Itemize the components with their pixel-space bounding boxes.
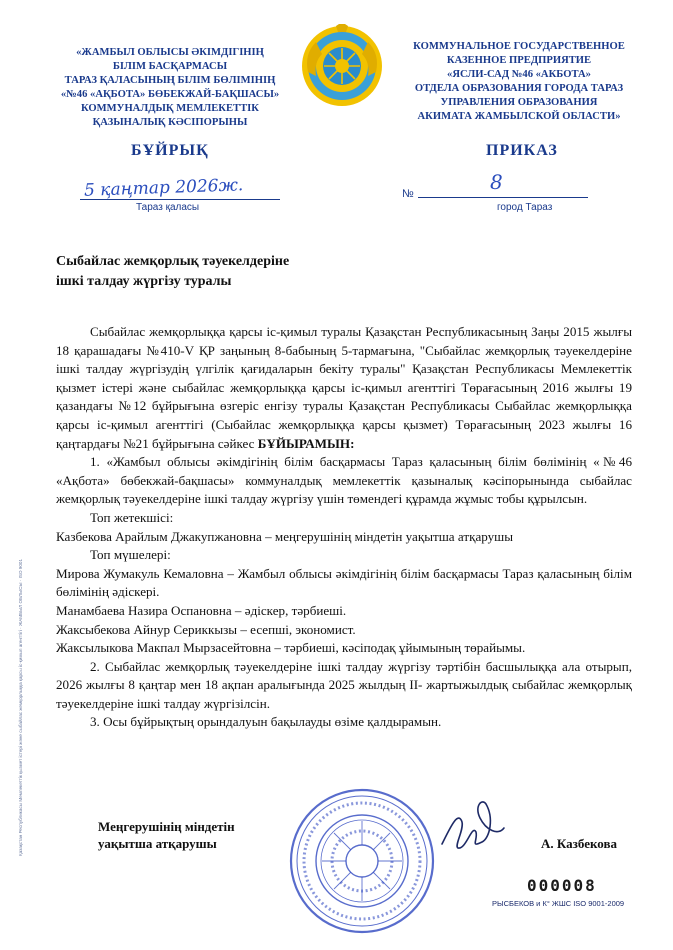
header-left-line: ҚАЗЫНАЛЫҚ КӘСІПОРЫНЫ [92,117,248,128]
header-left-line: «№46 «АҚБОТА» БӨБЕКЖАЙ-БАҚШАСЫ» [60,89,280,100]
subject-line: Сыбайлас жемқорлық тәуекелдеріне [56,254,290,269]
header-right-line: «ЯСЛИ-САД №46 «АКБОТА» [447,69,591,80]
header-right-line: ОТДЕЛА ОБРАЗОВАНИЯ ГОРОДА ТАРАЗ [414,83,624,94]
leader-line: Казбекова Арайлым Джакупжановна – меңгерушінің міндетін уақытша атқарушы [56,528,514,544]
header-right-line: УПРАВЛЕНИЯ ОБРАЗОВАНИЯ [440,97,598,108]
side-fine-print: Қазақстан Республикасы Мемлекеттік қызмет істері және сыбайлас жемқорлыққа қарсы іс-қимыл агенттігі · ЖАМБЫЛ ОБЛЫСЫ · ISO 9001 [18,558,23,856]
member-line: Жаксылыкова Макпал Мырзасейтовна – тәрбиеші, кәсіподақ ұйымының төрайымы. [56,640,526,656]
header-right-ru [394,40,644,124]
header-left-line: «ЖАМБЫЛ ОБЛЫСЫ ӘКІМДІГІНІҢ [76,47,264,58]
order-subject [56,252,346,292]
order-keyword: БҰЙЫРАМЫН: [257,435,355,451]
header-right-line: КОММУНАЛЬНОЕ ГОСУДАРСТВЕННОЕ [413,41,625,52]
subject-line: ішкі талдау жүргізу туралы [56,274,232,289]
number-prefix: № [402,188,414,200]
order-body [56,323,632,732]
header-left-line: ТАРАЗ ҚАЛАСЫНЫҢ БІЛІМ БӨЛІМІНІҢ [64,75,276,86]
title-ru: ПРИКАЗ [486,142,558,159]
official-seal-icon [287,786,437,936]
item-1: 1. «Жамбыл облысы әкімдігінің білім басқармасы Тараз қаласының білім бөлімінің «№46 «Ақбота» бөбекжай-бақшасы» коммуналдық мемлекеттік қазыналық кәсіпорынында сыбайлас жемқорлық тәуекелдеріне ішкі талдау жүргізу үшін төмендегі құрамда жұмыс тобы құрылсын. [56,454,632,507]
item-3: 3. Осы бұйрықтың орындалуын бақылауды өзіме қалдырамын. [90,714,442,730]
title-kz: БҰЙРЫҚ [131,142,209,159]
signatory-name: А. Казбекова [541,836,617,851]
number-underline [418,197,588,198]
header-left-line: БІЛІМ БАСҚАРМАСЫ [112,61,228,72]
handwritten-signature-icon [436,788,508,860]
item-2: 2. Сыбайлас жемқорлық тәуекелдеріне ішкі талдау жүргізу тәртібін басшылыққа ала отырып, 2026 жылғы 8 қаңтар мен 18 ақпан аралығында 2025 жылдың II- жартыжылдық сыбайлас жемқорлық тәуекелдеріне ішкі талдау жүргізілсін. [56,658,632,711]
leader-label: Топ жетекшісі: [90,509,174,525]
handwritten-date: 5 қаңтар 2026ж. [83,175,244,201]
members-label: Топ мүшелері: [90,547,171,563]
preamble-text: Сыбайлас жемқорлыққа қарсы іс-қимыл туралы Қазақстан Республикасының Заңы 2015 жылғы 18 қарашадағы №410-V ҚР заңының 8-бабының 5-тармағына, "Сыбайлас жемқорлық тәуекелдеріне ішкі талдау жүргізудің үлгілік қағидаларын бекіту туралы" Қазақстан Республикасы Мемлекеттік қызмет істері және сыбайлас жемқорлыққа қарсы іс-қимыл агенттігі Төрағасының 2016 жылғы 19 қазандағы №12 бұйрығына өзгеріс енгізу туралы Қазақстан Республикасы Сыбайлас жемқорлыққа қарсы іс-қимыл агенттігі (Сыбайлас жемқорлыққа қарсы қызмет) Төрағасының 2023 жылғы 16 қаңтардағы №21 бұйрығына сәйкес [56,324,632,451]
position-line: Меңгерушінің міндетін [98,819,235,834]
printer-iso-mark: РЫСБЕКОВ и К° ЖШС ISO 9001-2009 [492,899,625,908]
member-line: Жаксыбекова Айнур Сериккызы – есепші, экономист. [56,621,356,637]
header-right-line: АКИМАТА ЖАМБЫЛСКОЙ ОБЛАСТИ» [417,111,621,122]
header-left-kz [54,46,286,130]
member-line: Манамбаева Назира Оспановна – әдіскер, тәрбиеші. [56,602,347,618]
signatory-position [98,818,235,852]
member-line: Мирова Жумакуль Кемаловна – Жамбыл облысы әкімдігінің білім басқармасы Тараз қаласының білім бөлімінің әдіскері. [56,565,632,600]
header-left-line: КОММУНАЛДЫҚ МЕМЛЕКЕТТІК [81,103,259,114]
handwritten-number: 8 [490,170,503,194]
preamble-paragraph [56,323,632,453]
position-line: уақытша атқарушы [98,836,217,851]
state-emblem-icon [300,24,384,108]
date-underline [80,199,280,200]
header-right-line: КАЗЕННОЕ ПРЕДПРИЯТИЕ [446,55,592,66]
form-serial-number: 000008 [527,876,597,895]
city-ru: город Тараз [497,202,553,213]
city-kz: Тараз қаласы [136,202,200,213]
